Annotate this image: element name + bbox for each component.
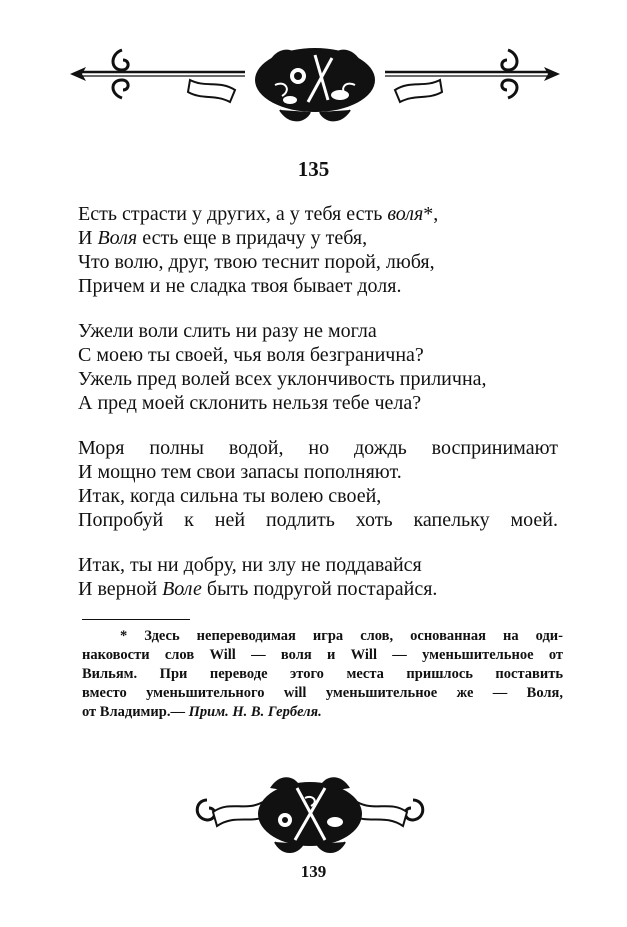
page-number: 139 — [300, 862, 327, 881]
footnote-divider — [82, 619, 190, 620]
italic-word: воля — [387, 203, 424, 225]
poem-line: Ужель пред волей всех уклончивость прилична, — [78, 368, 487, 390]
footnote — [82, 627, 563, 722]
footnote-line: * Здесь непереводимая игра слов, основанная на оди- — [120, 628, 563, 644]
text-segment: Есть страсти у других, а у тебя есть — [78, 203, 388, 225]
poem-line — [78, 577, 568, 601]
footnote-marker: *, — [423, 203, 439, 225]
poem-line: Ужели воли слить ни разу не могла — [78, 320, 377, 342]
poem-line: Моря полны водой, но дождь воспринимают — [78, 437, 558, 459]
text-segment: есть еще в придачу у тебя, — [137, 227, 368, 249]
footnote-line — [82, 703, 563, 722]
footnote-attribution: Прим. Н. В. Гербеля. — [188, 704, 322, 720]
poem-line: Попробуй к ней подлить хоть капельку моей. — [78, 509, 558, 531]
poem-line — [78, 202, 568, 226]
text-segment: И — [78, 227, 98, 249]
bottom-floral-ornament-icon — [185, 770, 435, 860]
stanza-3 — [78, 436, 568, 532]
footnote-line: Вильям. При переводе этого места пришлось поставить — [82, 666, 563, 682]
poem-line: Причем и не сладка твоя бывает доля. — [78, 275, 402, 297]
poem-line: Что волю, друг, твою теснит порой, любя, — [78, 251, 435, 273]
sonnet-number: 135 — [297, 157, 330, 181]
poem-line: Итак, ты ни добру, ни злу не поддавайся — [78, 554, 422, 576]
footnote-line: вместо уменьшительного will уменьшительное же — Воля, — [82, 685, 563, 701]
text-segment: И верной — [78, 578, 163, 600]
top-floral-ornament-icon — [70, 40, 560, 130]
stanza-1 — [78, 202, 568, 298]
italic-word: Воля — [97, 227, 138, 249]
poem-line: С моею ты своей, чья воля безгранична? — [78, 344, 424, 366]
poem — [78, 202, 568, 622]
footnote-line: наковости слов Will — воля и Will — уменьшительное от — [82, 647, 563, 663]
poem-line: И мощно тем свои запасы пополняют. — [78, 461, 402, 483]
stanza-2 — [78, 319, 568, 415]
text-segment: от Владимир.— — [82, 704, 189, 720]
poem-line: А пред моей склонить нельзя тебе чела? — [78, 392, 422, 414]
stanza-4 — [78, 553, 568, 601]
italic-word: Воле — [162, 578, 202, 600]
text-segment: быть подругой постарайся. — [201, 578, 438, 600]
poem-line — [78, 226, 568, 250]
poem-line: Итак, когда сильна ты волею своей, — [78, 485, 382, 507]
